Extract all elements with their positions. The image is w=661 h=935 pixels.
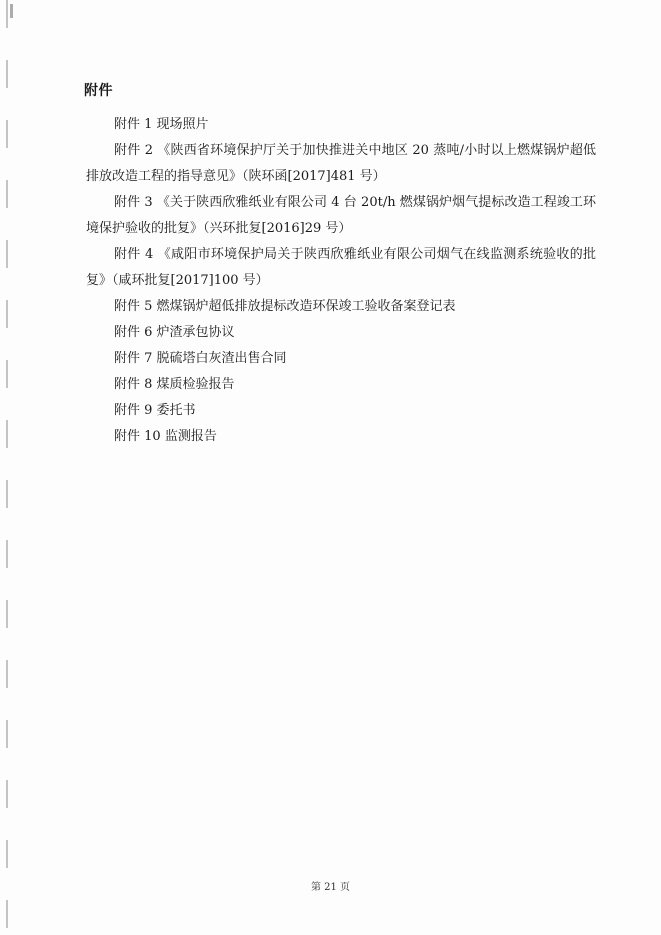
attachment-item: [86, 112, 596, 138]
attachment-item: [86, 424, 596, 450]
attachment-title: 《咸阳市环境保护局关于陕西欣雅纸业有限公司烟气在线监测系统验收的批复》（咸环批复[2017]100 号）: [86, 247, 596, 288]
attachment-label: 附件 3: [114, 195, 153, 210]
attachment-item: [86, 398, 596, 424]
attachment-label: 附件 5: [114, 299, 153, 314]
attachment-item: [86, 320, 596, 346]
attachment-item: [86, 346, 596, 372]
scan-corner-mark: [10, 4, 13, 18]
section-heading: 附件: [84, 83, 113, 99]
attachment-label: 附件 1: [114, 117, 153, 132]
attachment-item: [86, 372, 596, 398]
attachment-title: 现场照片: [156, 117, 209, 132]
attachment-label: 附件 9: [114, 403, 153, 418]
attachment-title: 脱硫塔白灰渣出售合同: [156, 351, 287, 366]
attachment-label: 附件 7: [114, 351, 153, 366]
attachment-title: 《关于陕西欣雅纸业有限公司 4 台 20t/h 燃煤锅炉烟气提标改造工程竣工环境保护验收的批复》（兴环批复[2016]29 号）: [86, 195, 597, 236]
attachment-label: 附件 2: [114, 143, 153, 158]
scan-edge-mark: [6, 0, 8, 935]
attachment-title: 炉渣承包协议: [156, 325, 235, 340]
attachment-title: 委托书: [156, 403, 196, 418]
page-number: 第 21 页: [310, 882, 351, 893]
attachment-label: 附件 4: [114, 247, 154, 262]
attachment-item: [86, 242, 596, 294]
attachment-label: 附件 6: [114, 325, 153, 340]
attachment-title: 煤质检验报告: [156, 377, 235, 392]
attachment-title: 《陕西省环境保护厅关于加快推进关中地区 20 蒸吨/小时以上燃煤锅炉超低排放改造工程的指导意见》（陕环函[2017]481 号）: [86, 143, 597, 184]
attachment-item: [86, 190, 596, 242]
attachment-label: 附件 10: [114, 429, 161, 444]
attachment-item: [86, 138, 596, 190]
attachment-title: 燃煤锅炉超低排放提标改造环保竣工验收备案登记表: [156, 299, 456, 314]
attachment-list: [86, 112, 596, 450]
attachment-label: 附件 8: [114, 377, 153, 392]
attachment-title: 监测报告: [164, 429, 217, 444]
attachment-item: [86, 294, 596, 320]
